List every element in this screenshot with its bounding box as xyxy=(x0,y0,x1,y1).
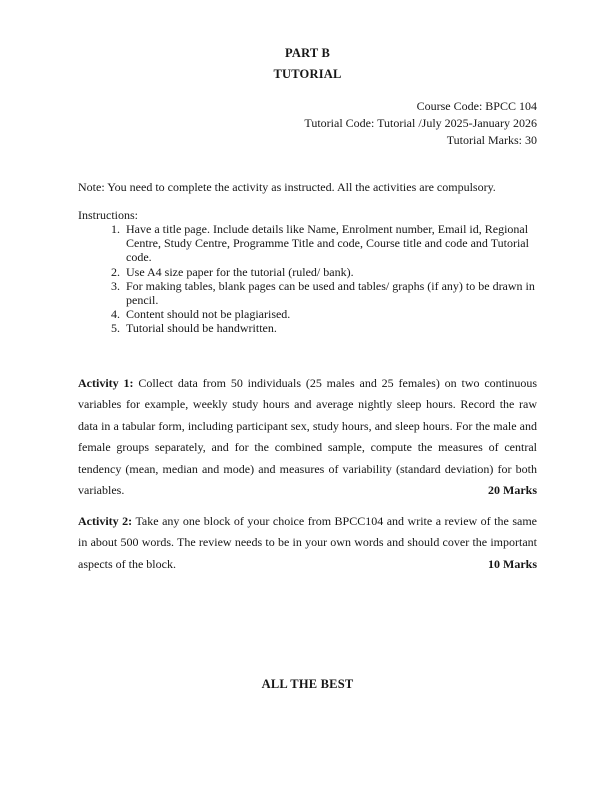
part-heading: PART B xyxy=(284,46,331,60)
instruction-item-1: 1. Have a title page. Include details like Name, Enrolment number, Email id, Regional Centre, Study Centre, Programme Title and code, Course title and code and Tutorial code. xyxy=(123,222,537,265)
activity-1-text: Collect data from 50 individuals (25 males and 25 females) on two continuous variables for example, weekly study hours and average nightly sleep hours. Record the raw data in a tabular form, including participant sex, study hours, and sleep hours. For the male and female groups separately, and for the combined sample, compute the measures of central tendency (mean, median and mode) and measures of variability (standard deviation) for both variables. xyxy=(78,375,537,498)
instruction-item-4: 4. Content should not be plagiarised. xyxy=(123,307,537,321)
activity-2-marks: 10 Marks xyxy=(478,554,537,576)
activity-1-label: Activity 1: xyxy=(78,375,134,390)
course-meta-block xyxy=(78,98,537,149)
instruction-item-3: 3. For making tables, blank pages can be used and tables/ graphs (if any) to be drawn in pencil. xyxy=(123,279,537,307)
course-code-line: Course Code: BPCC 104 xyxy=(416,99,537,113)
activity-2-paragraph xyxy=(78,511,537,576)
activity-1-paragraph xyxy=(78,373,537,502)
instruction-item-5: 5. Tutorial should be handwritten. xyxy=(123,321,537,335)
tutorial-code-line: Tutorial Code: Tutorial /July 2025-January 2026 xyxy=(304,116,537,130)
instructions-list xyxy=(78,222,537,336)
activity-1-marks: 20 Marks xyxy=(478,480,537,502)
activity-2-text: Take any one block of your choice from BPCC104 and write a review of the same in about 500 words. The review needs to be in your own words and should cover the important aspects of the block. xyxy=(78,513,537,571)
closing-text: ALL THE BEST xyxy=(261,677,354,692)
instructions-label: Instructions: xyxy=(78,208,138,222)
activity-2-label: Activity 2: xyxy=(78,513,133,528)
section-heading: TUTORIAL xyxy=(273,67,342,81)
note-text: Note: You need to complete the activity as instructed. All the activities are compulsory. xyxy=(78,180,496,194)
tutorial-marks-line: Tutorial Marks: 30 xyxy=(446,133,537,147)
instruction-item-2: 2. Use A4 size paper for the tutorial (ruled/ bank). xyxy=(123,265,537,279)
